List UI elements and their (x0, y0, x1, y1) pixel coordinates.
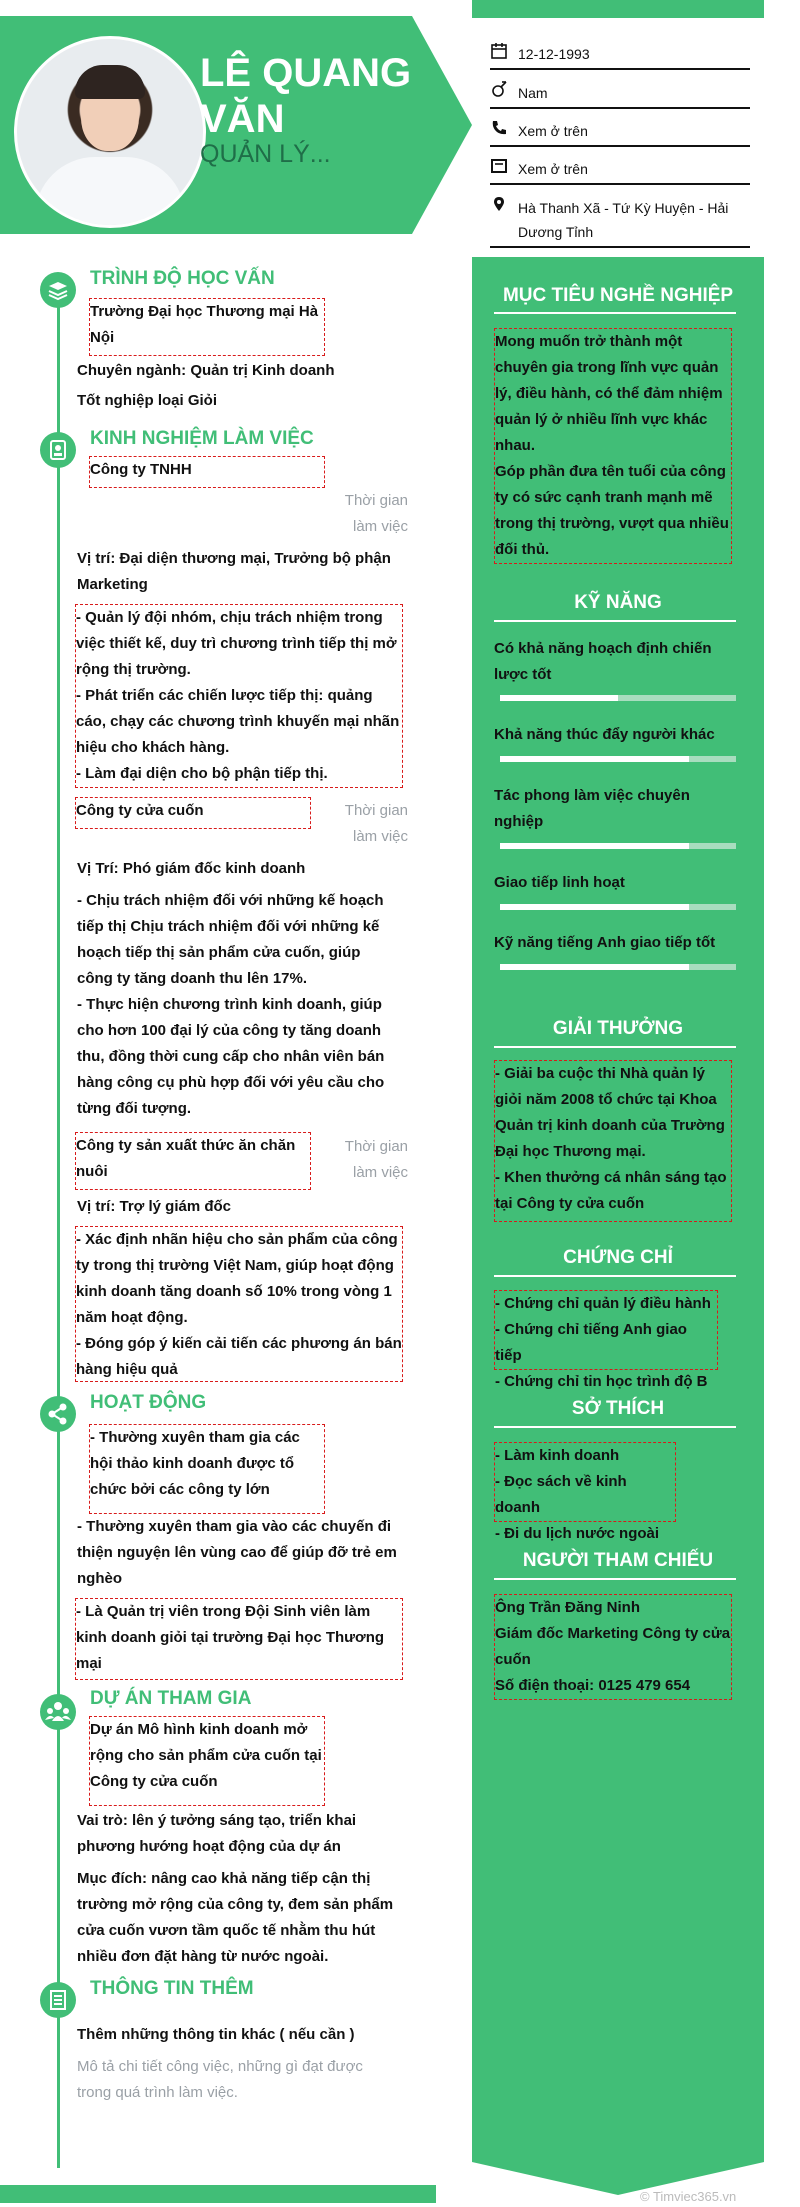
skill-name: Giao tiếp linh hoạt (494, 874, 625, 891)
email-icon (490, 157, 508, 175)
book-stack-icon (40, 272, 76, 308)
references-rule (494, 1578, 736, 1580)
skill-bar (500, 695, 736, 701)
more-info-placeholder: Mô tả chi tiết công việc, những gì đạt được trong quá trình làm việc. (77, 2058, 363, 2101)
project-name: Dự án Mô hình kinh doanh mở rộng cho sản phẩm cửa cuốn tại Công ty cửa cuốn (89, 1716, 325, 1806)
objective-heading: MỤC TIÊU NGHỀ NGHIỆP (502, 285, 734, 306)
contact-address (490, 192, 750, 248)
project-role: Vai trò: lên ý tưởng sáng tạo, triển khai phương hướng hoạt động của dự án (77, 1812, 357, 1855)
job-time: Thời gian làm việc (344, 802, 408, 845)
skills-rule (494, 620, 736, 622)
activities-section-icon (40, 1396, 76, 1432)
certificates-text: - Chứng chỉ quản lý điều hành - Chứng chỉ tiếng Anh giao tiếp - Chứng chỉ tin học trình độ B (494, 1290, 718, 1370)
job-position: Vị Trí: Phó giám đốc kinh doanh (77, 860, 306, 877)
job-details: - Quản lý đội nhóm, chịu trách nhiệm trong việc thiết kế, duy trì chương trình tiếp thị mở rộng thị trường. - Phát triển các chiến lược tiếp thị: quảng cáo, chạy các chương trình khuyến mại nhãn hiệu cho khách hàng. - Làm đại diện cho bộ phận tiếp thị. (75, 604, 403, 788)
certificates-heading: CHỨNG CHỈ (563, 1247, 673, 1268)
education-school: Trường Đại học Thương mại Hà Nội (89, 298, 325, 356)
job-position: Vị trí: Trợ lý giám đốc (77, 1198, 232, 1215)
hobbies-heading: SỞ THÍCH (571, 1398, 665, 1419)
job-position: Vị trí: Đại diện thương mại, Trưởng bộ phận Marketing (77, 550, 391, 593)
education-heading: TRÌNH ĐỘ HỌC VẤN (90, 268, 275, 289)
skill-bar-fill (500, 756, 689, 762)
phone-icon (490, 119, 508, 137)
email-text: Xem ở trên (518, 161, 588, 177)
job-details: - Xác định nhãn hiệu cho sản phẩm của công ty trong thị trường Việt Nam, giúp hoạt động kinh doanh tăng doanh số 10% trong vòng 1 năm hoạt động. - Đóng góp ý kiến cải tiến các phương án bán hàng hiệu quả (75, 1226, 403, 1382)
skill-bar (500, 904, 736, 910)
dob-text: 12-12-1993 (518, 46, 590, 62)
candidate-name: LÊ QUANG VĂN (200, 51, 412, 141)
references-text: Ông Trần Đăng Ninh Giám đốc Marketing Công ty cửa cuốn Số điện thoại: 0125 479 654 (494, 1594, 732, 1700)
certificates-rule (494, 1275, 736, 1277)
education-section-icon (40, 272, 76, 308)
timeline-line (57, 280, 60, 2168)
skill-bar-fill (500, 904, 689, 910)
skill-name: Kỹ năng tiếng Anh giao tiếp tốt (494, 934, 716, 951)
address-text: Hà Thanh Xã - Tứ Kỳ Huyện - Hải Dương Tỉnh (518, 200, 729, 240)
education-major: Chuyên ngành: Quản trị Kinh doanh (77, 362, 335, 379)
skill-name: Khả năng thúc đẩy người khác (494, 726, 715, 743)
contact-dob (490, 38, 750, 70)
skill-bar (500, 843, 736, 849)
activity-item: - Là Quản trị viên trong Đội Sinh viên làm kinh doanh giỏi tại trường Đại học Thương mại (75, 1598, 403, 1680)
skill-bar-fill (500, 843, 689, 849)
job-company: Công ty cửa cuốn (75, 797, 311, 829)
projects-section-icon (40, 1694, 76, 1730)
education-grade: Tốt nghiệp loại Giỏi (77, 392, 217, 409)
activity-item: - Thường xuyên tham gia vào các chuyến đi thiện nguyện lên vùng cao để giúp đỡ trẻ em nghèo (77, 1518, 397, 1587)
contact-phone (490, 115, 750, 147)
skill-bar (500, 964, 736, 970)
right-top-strip (472, 0, 764, 18)
gender-icon (490, 81, 508, 99)
awards-heading: GIẢI THƯỞNG (552, 1018, 684, 1039)
avatar (14, 36, 206, 228)
job-company: Công ty sản xuất thức ăn chăn nuôi (75, 1132, 311, 1190)
references-heading: NGƯỜI THAM CHIẾU (522, 1550, 714, 1571)
job-details: - Chịu trách nhiệm đối với những kế hoạch tiếp thị Chịu trách nhiệm đối với những kế hoạch tiếp thị sản phẩm cửa cuốn, giúp công ty tăng doanh thu lên 17%. - Thực hiện chương trình kinh doanh, giúp cho hơn 100 đại lý của công ty tăng doanh thu, đồng thời cung cấp cho nhân viên bán hàng công cụ phù hợp đối với yêu cầu cho từng đối tượng. (77, 892, 385, 1117)
footer-brand: © Timviec365.vn (640, 2189, 737, 2204)
phone-text: Xem ở trên (518, 123, 588, 139)
id-badge-icon (40, 432, 76, 468)
experience-heading: KINH NGHIỆM LÀM VIỆC (90, 428, 314, 449)
job-time: Thời gian làm việc (344, 492, 408, 535)
skill-bar-fill (500, 695, 618, 701)
job-company: Công ty TNHH (89, 456, 325, 488)
skills-heading: KỸ NĂNG (574, 592, 662, 613)
document-list-icon (40, 1982, 76, 2018)
map-pin-icon (490, 196, 508, 214)
job-time: Thời gian làm việc (344, 1138, 408, 1181)
more-info-subtitle: Thêm những thông tin khác ( nếu cần ) (77, 2026, 355, 2043)
projects-heading: DỰ ÁN THAM GIA (90, 1688, 252, 1709)
calendar-icon (490, 42, 508, 60)
team-icon (40, 1694, 76, 1730)
hobbies-text: - Làm kinh doanh - Đọc sách về kinh doanh - Đi du lịch nước ngoài (494, 1442, 676, 1522)
share-icon (40, 1396, 76, 1432)
project-purpose: Mục đích: nâng cao khả năng tiếp cận thị trường mở rộng của công ty, đem sản phẩm cửa cuốn vươn tầm quốc tế nhằm thu hút nhiều đơn đặt hàng từ nước ngoài. (77, 1870, 394, 1965)
skill-name: Tác phong làm việc chuyên nghiệp (494, 787, 690, 830)
more-info-heading: THÔNG TIN THÊM (90, 1978, 254, 1999)
hobbies-rule (494, 1426, 736, 1428)
contact-gender (490, 77, 750, 109)
activity-item: - Thường xuyên tham gia các hội thảo kinh doanh được tổ chức bởi các công ty lớn (89, 1424, 325, 1514)
gender-text: Nam (518, 85, 548, 101)
objective-rule (494, 312, 736, 314)
job-title: QUẢN LÝ... (200, 140, 331, 168)
awards-text: - Giải ba cuộc thi Nhà quản lý giỏi năm 2008 tổ chức tại Khoa Quản trị kinh doanh của Trường Đại học Thương mại. - Khen thưởng cá nhân sáng tạo tại Công ty cửa cuốn (494, 1060, 732, 1222)
skill-bar (500, 756, 736, 762)
skill-name: Có khả năng hoạch định chiến lược tốt (494, 640, 712, 683)
skill-bar-fill (500, 964, 689, 970)
awards-rule (494, 1046, 736, 1048)
objective-text: Mong muốn trở thành một chuyên gia trong lĩnh vực quản lý, điều hành, có thể đảm nhiệm quản lý ở nhiều lĩnh vực khác nhau. Góp phần đưa tên tuổi của công ty có sức cạnh tranh mạnh mẽ trong thị trường, vượt qua nhiều đối thủ. (494, 328, 732, 564)
more-info-section-icon (40, 1982, 76, 2018)
experience-section-icon (40, 432, 76, 468)
footer-strip (0, 2185, 436, 2203)
contact-email (490, 153, 750, 185)
activities-heading: HOẠT ĐỘNG (90, 1392, 207, 1413)
